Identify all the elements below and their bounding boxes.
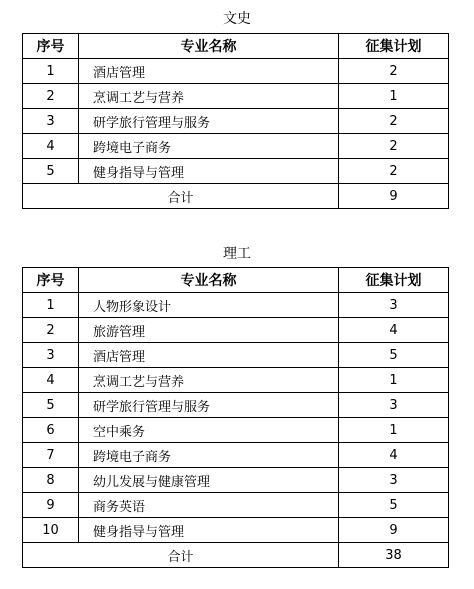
cell-plan: 4 xyxy=(339,318,449,343)
table-row xyxy=(23,109,449,134)
table-row xyxy=(23,443,449,468)
column-header-name: 专业名称 xyxy=(79,34,339,59)
table-row xyxy=(23,493,449,518)
cell-no: 6 xyxy=(23,418,79,443)
cell-no: 3 xyxy=(23,109,79,134)
cell-plan: 9 xyxy=(339,518,449,543)
table-header-row xyxy=(23,268,449,293)
cell-plan: 2 xyxy=(339,159,449,184)
cell-plan: 5 xyxy=(339,343,449,368)
cell-name: 研学旅行管理与服务 xyxy=(79,109,339,134)
table-row xyxy=(23,59,449,84)
table-row xyxy=(23,84,449,109)
cell-name: 研学旅行管理与服务 xyxy=(79,393,339,418)
column-header-no: 序号 xyxy=(23,34,79,59)
cell-name: 酒店管理 xyxy=(79,59,339,84)
cell-name: 烹调工艺与营养 xyxy=(79,368,339,393)
cell-plan: 1 xyxy=(339,84,449,109)
table-wenshi xyxy=(22,33,449,209)
total-value: 38 xyxy=(339,543,449,568)
cell-no: 4 xyxy=(23,134,79,159)
cell-name: 空中乘务 xyxy=(79,418,339,443)
cell-plan: 3 xyxy=(339,393,449,418)
table-row xyxy=(23,468,449,493)
cell-no: 1 xyxy=(23,59,79,84)
cell-name: 跨境电子商务 xyxy=(79,443,339,468)
table-row xyxy=(23,518,449,543)
table-row xyxy=(23,393,449,418)
cell-plan: 1 xyxy=(339,368,449,393)
cell-plan: 2 xyxy=(339,109,449,134)
cell-plan: 4 xyxy=(339,443,449,468)
cell-no: 5 xyxy=(23,393,79,418)
cell-no: 4 xyxy=(23,368,79,393)
total-label: 合计 xyxy=(23,184,339,209)
total-row xyxy=(23,543,449,568)
table-header-row xyxy=(23,34,449,59)
total-value: 9 xyxy=(339,184,449,209)
cell-name: 跨境电子商务 xyxy=(79,134,339,159)
cell-plan: 2 xyxy=(339,59,449,84)
table-body xyxy=(23,293,449,543)
table-row xyxy=(23,368,449,393)
column-header-plan: 征集计划 xyxy=(339,34,449,59)
cell-name: 商务英语 xyxy=(79,493,339,518)
table-caption-wenshi: 文史 xyxy=(223,11,251,27)
cell-name: 旅游管理 xyxy=(79,318,339,343)
table-row xyxy=(23,418,449,443)
table-row xyxy=(23,318,449,343)
table-row xyxy=(23,134,449,159)
cell-plan: 5 xyxy=(339,493,449,518)
column-header-plan: 征集计划 xyxy=(339,268,449,293)
cell-no: 2 xyxy=(23,84,79,109)
cell-no: 10 xyxy=(23,518,79,543)
cell-no: 1 xyxy=(23,293,79,318)
cell-no: 8 xyxy=(23,468,79,493)
table-caption-ligong: 理工 xyxy=(223,246,251,262)
total-row xyxy=(23,184,449,209)
cell-no: 9 xyxy=(23,493,79,518)
cell-no: 5 xyxy=(23,159,79,184)
table-row xyxy=(23,293,449,318)
cell-name: 烹调工艺与营养 xyxy=(79,84,339,109)
cell-name: 幼儿发展与健康管理 xyxy=(79,468,339,493)
cell-name: 酒店管理 xyxy=(79,343,339,368)
column-header-no: 序号 xyxy=(23,268,79,293)
table-row xyxy=(23,159,449,184)
cell-plan: 2 xyxy=(339,134,449,159)
cell-plan: 3 xyxy=(339,293,449,318)
cell-name: 健身指导与管理 xyxy=(79,159,339,184)
total-label: 合计 xyxy=(23,543,339,568)
table-ligong xyxy=(22,267,449,568)
column-header-name: 专业名称 xyxy=(79,268,339,293)
cell-no: 3 xyxy=(23,343,79,368)
cell-name: 人物形象设计 xyxy=(79,293,339,318)
cell-plan: 3 xyxy=(339,468,449,493)
cell-plan: 1 xyxy=(339,418,449,443)
cell-no: 7 xyxy=(23,443,79,468)
table-row xyxy=(23,343,449,368)
table-body xyxy=(23,59,449,184)
cell-name: 健身指导与管理 xyxy=(79,518,339,543)
cell-no: 2 xyxy=(23,318,79,343)
